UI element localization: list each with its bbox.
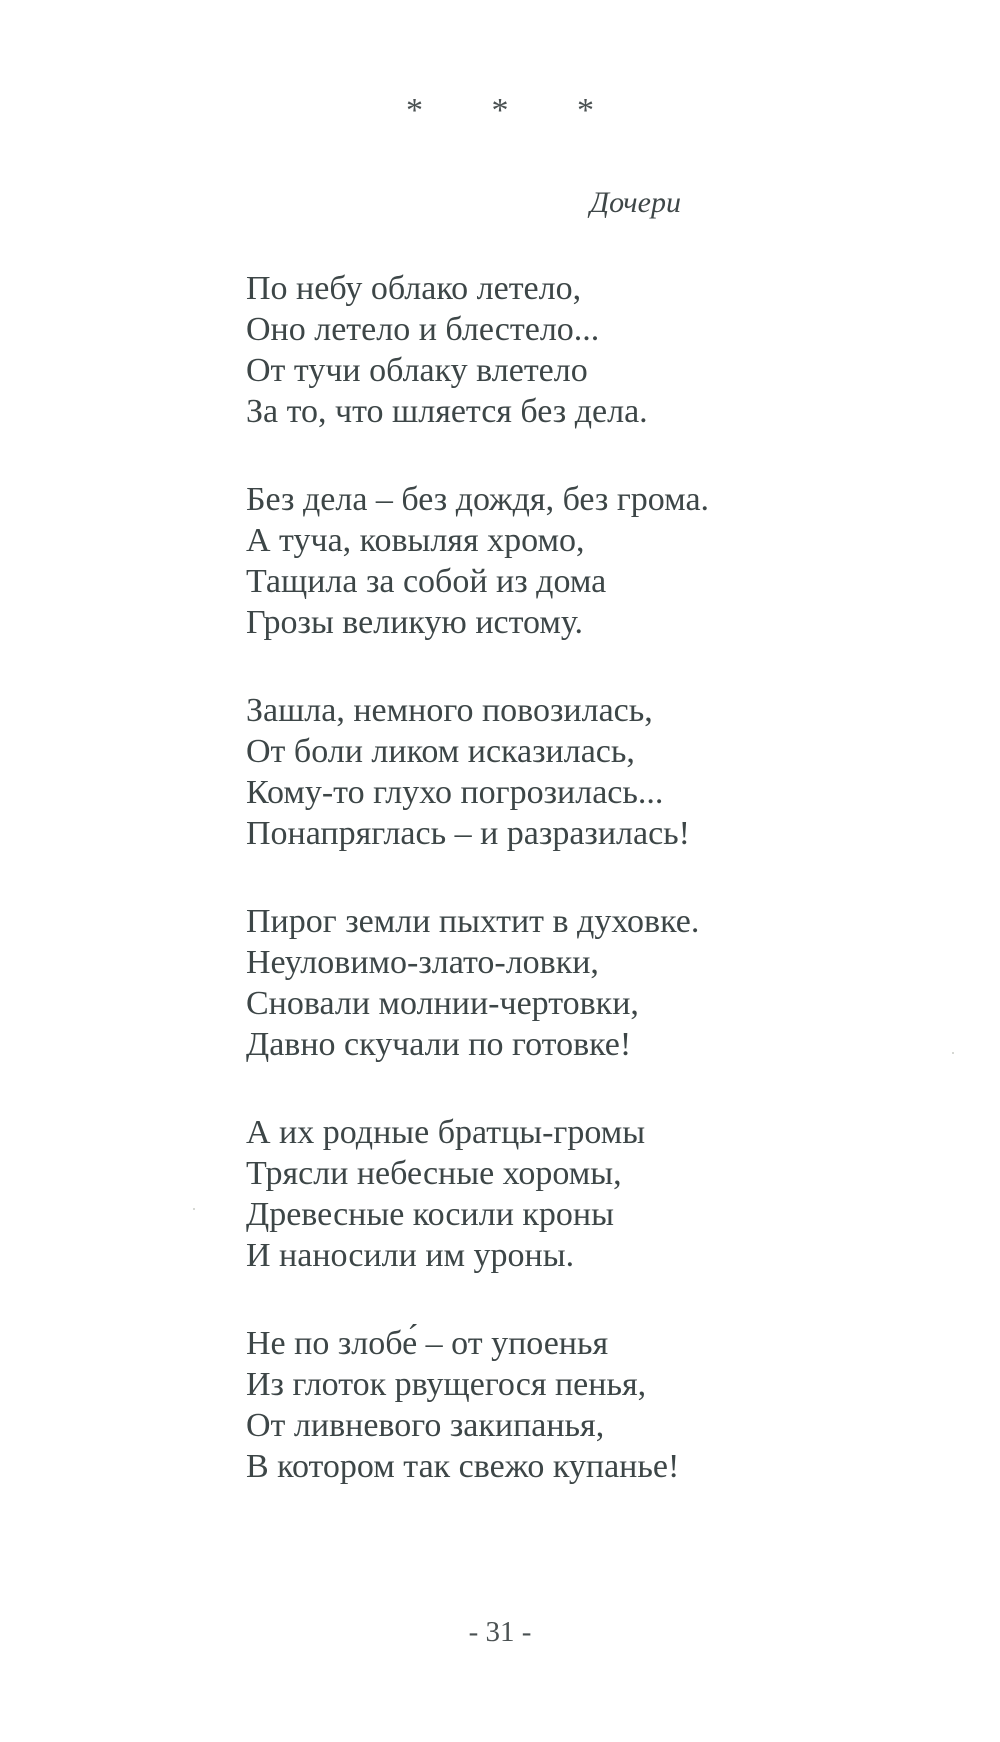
poem-line: Пирог земли пыхтит в духовке.: [246, 903, 700, 940]
page-number: - 31 -: [468, 1616, 532, 1648]
poem-line: А туча, ковыляя хромо,: [246, 522, 585, 559]
poem-line: Оно летело и блестело...: [246, 311, 600, 348]
stanza-3: [246, 690, 866, 854]
poem-line: А их родные братцы-громы: [246, 1114, 646, 1151]
poem-line: Грозы великую истому.: [246, 604, 583, 641]
poem-line: От тучи облаку влетело: [246, 352, 588, 389]
poem-line: Из глоток рвущегося пенья,: [246, 1366, 647, 1403]
poem-line: Кому-то глухо погрозилась...: [246, 774, 664, 811]
poem-line: Неуловимо-злато-ловки,: [246, 944, 599, 981]
stanza-6: [246, 1323, 866, 1487]
poem-line: Трясли небесные хоромы,: [246, 1155, 622, 1192]
paper-speck: [193, 1208, 195, 1210]
poem-line: В котором так свежо купанье!: [246, 1448, 680, 1485]
poem-body: [246, 268, 866, 1534]
poem-line: Давно скучали по готовке!: [246, 1026, 632, 1063]
poem-line: Понапряглась – и разразилась!: [246, 815, 691, 852]
poem-line: Древесные косили кроны: [246, 1196, 614, 1233]
stanza-2: [246, 479, 866, 643]
poem-line: Зашла, немного повозилась,: [246, 692, 653, 729]
poem-line: Без дела – без дождя, без грома.: [246, 481, 710, 518]
poem-line: И наносили им уроны.: [246, 1237, 575, 1274]
poem-line: За то, что шляется без дела.: [246, 393, 648, 430]
poem-line: По небу облако летело,: [246, 270, 582, 307]
poem-line: От ливневого закипанья,: [246, 1407, 605, 1444]
stanza-5: [246, 1112, 866, 1276]
poem-line: Тащила за собой из дома: [246, 563, 607, 600]
poem-dedication: Дочери: [590, 186, 681, 219]
section-ornament: * * *: [406, 92, 624, 129]
paper-speck: [952, 1052, 954, 1054]
stanza-1: [246, 268, 866, 432]
poem-line: От боли ликом исказилась,: [246, 733, 635, 770]
poem-line: Сновали молнии-чертовки,: [246, 985, 639, 1022]
stanza-4: [246, 901, 866, 1065]
poem-line: Не по злобе́ – от упоенья: [246, 1325, 609, 1362]
